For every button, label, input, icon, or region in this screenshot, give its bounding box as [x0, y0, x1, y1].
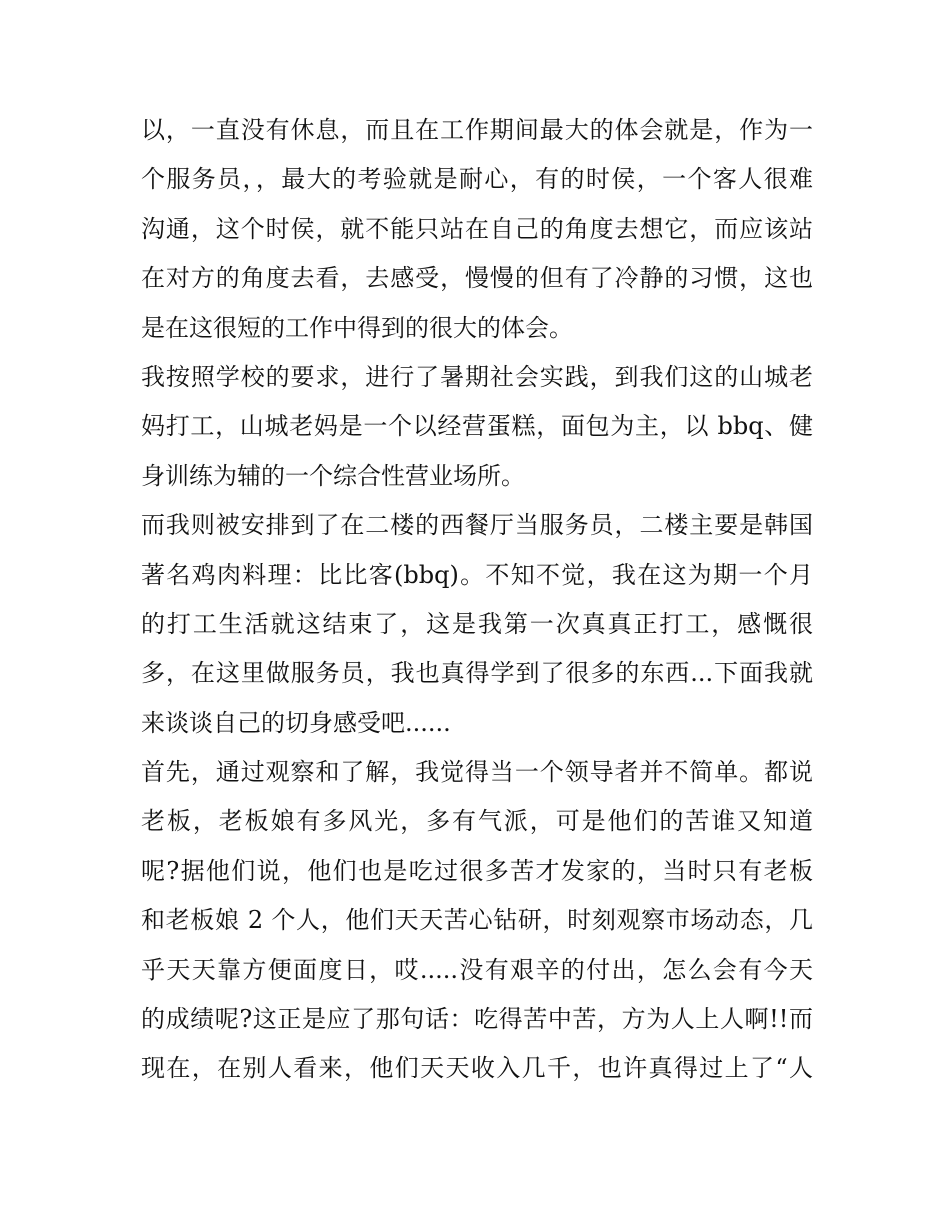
text-line: 首先，通过观察和了解，我觉得当一个领导者并不简单。都说 [141, 758, 813, 787]
text-line: 是在这很短的工作中得到的很大的体会。 [141, 313, 573, 342]
text-line: 的打工生活就这结束了，这是我第一次真真正打工，感慨很 [141, 609, 813, 638]
text-line: 而我则被安排到了在二楼的西餐厅当服务员，二楼主要是韩国 [141, 511, 813, 540]
text-line: 著名鸡肉料理：比比客(bbq)。不知不觉，我在这为期一个月 [141, 560, 813, 589]
text-line: 老板，老板娘有多风光，多有气派，可是他们的苦谁又知道 [141, 807, 813, 836]
text-line: 身训练为辅的一个综合性营业场所。 [141, 461, 525, 490]
text-line: 多，在这里做服务员，我也真得学到了很多的东西...下面我就 [141, 659, 813, 688]
paragraph-4 [141, 748, 813, 1094]
text-line: 个服务员，，最大的考验就是耐心，有的时侯，一个客人很难 [141, 165, 813, 194]
text-line: 和老板娘 2 个人，他们天天苦心钻研，时刻观察市场动态，几 [141, 906, 813, 935]
text-line: 现在，在别人看来，他们天天收入几千，也许真得过上了“人 [141, 1054, 813, 1083]
text-line: 沟通，这个时侯，就不能只站在自己的角度去想它，而应该站 [141, 214, 813, 243]
text-line: 我按照学校的要求，进行了暑期社会实践，到我们这的山城老 [141, 362, 813, 391]
text-line: 的成绩呢?这正是应了那句话：吃得苦中苦，方为人上人啊!!而 [141, 1005, 813, 1034]
document-body [141, 106, 813, 1094]
text-line: 在对方的角度去看，去感受，慢慢的但有了冷静的习惯，这也 [141, 264, 813, 293]
text-line: 妈打工，山城老妈是一个以经营蛋糕，面包为主，以 bbq、健 [141, 412, 813, 441]
paragraph-2 [141, 353, 813, 501]
text-line: 以，一直没有休息，而且在工作期间最大的体会就是，作为一 [141, 116, 813, 144]
paragraph-3 [141, 501, 813, 748]
text-line: 呢?据他们说，他们也是吃过很多苦才发家的，当时只有老板 [141, 856, 813, 885]
paragraph-1 [141, 106, 813, 353]
text-line: 乎天天靠方便面度日，哎.....没有艰辛的付出，怎么会有今天 [141, 955, 813, 984]
text-line: 来谈谈自己的切身感受吧...... [141, 708, 451, 737]
